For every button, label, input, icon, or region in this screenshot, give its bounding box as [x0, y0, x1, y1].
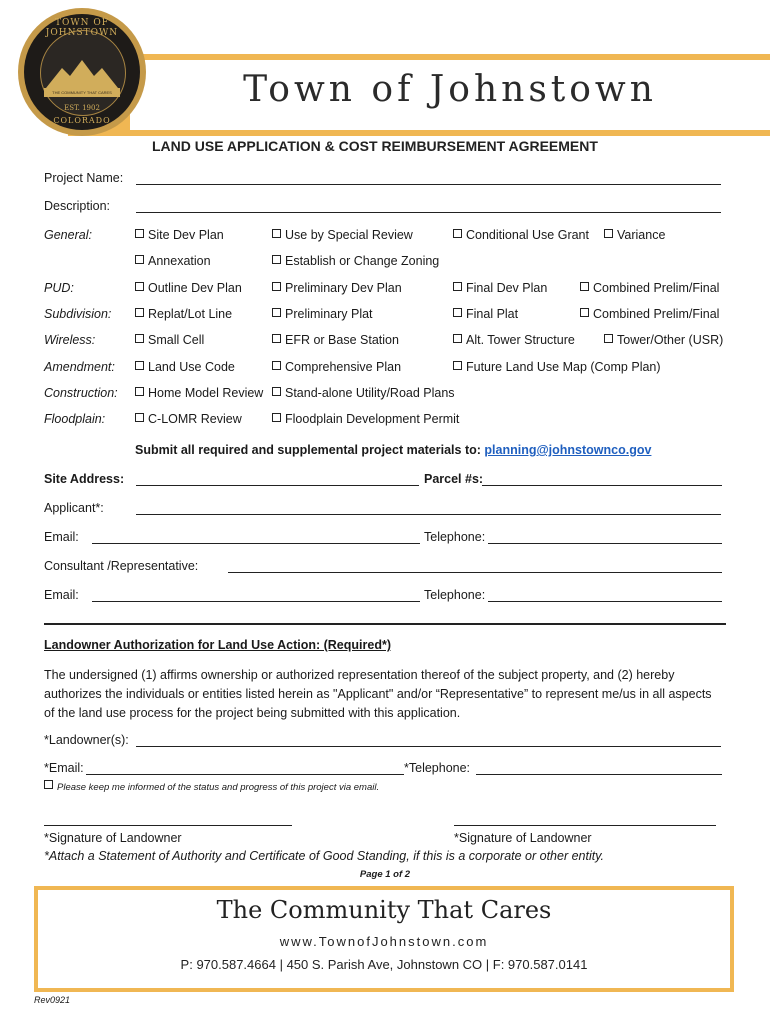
checkbox-icon[interactable] [453, 282, 462, 291]
authorization-heading: Landowner Authorization for Land Use Action: (Required*) [44, 638, 391, 652]
checkbox-icon[interactable] [272, 387, 281, 396]
seal-band-text: THE COMMUNITY THAT CARES [52, 90, 112, 95]
section-divider [44, 623, 726, 625]
project-name-field[interactable] [136, 184, 721, 185]
consultant-label: Consultant /Representative: [44, 559, 199, 573]
checkbox-icon[interactable] [604, 229, 613, 238]
consultant-field[interactable] [228, 572, 722, 573]
applicant-field[interactable] [136, 514, 721, 515]
checkbox-option[interactable]: C-LOMR Review [135, 412, 242, 426]
email-field[interactable] [92, 601, 420, 602]
checkbox-option[interactable]: Land Use Code [135, 360, 235, 374]
checkbox-icon[interactable] [272, 334, 281, 343]
seal-est-text: EST. 1902 [64, 104, 100, 112]
checkbox-icon[interactable] [580, 282, 589, 291]
landowners-label: *Landowner(s): [44, 733, 129, 747]
mountain-icon [46, 58, 118, 88]
landowners-field[interactable] [136, 746, 721, 747]
category-label: Amendment: [44, 360, 115, 374]
checkbox-icon[interactable] [272, 229, 281, 238]
checkbox-icon[interactable] [604, 334, 613, 343]
checkbox-option[interactable]: EFR or Base Station [272, 333, 399, 347]
planning-email-link[interactable]: planning@johnstownco.gov [484, 443, 652, 457]
checkbox-icon[interactable] [272, 361, 281, 370]
checkbox-option[interactable]: Combined Prelim/Final [580, 281, 719, 295]
site-address-label: Site Address: [44, 472, 125, 486]
checkbox-icon[interactable] [453, 361, 462, 370]
description-field[interactable] [136, 212, 721, 213]
checkbox-option[interactable]: Site Dev Plan [135, 228, 224, 242]
footer-slogan: The Community That Cares [216, 896, 552, 924]
signature-line[interactable] [44, 825, 292, 826]
checkbox-option[interactable]: Comprehensive Plan [272, 360, 401, 374]
seal-top-text: TOWN OF JOHNSTOWN [45, 18, 119, 38]
footer-contact: P: 970.587.4664 | 450 S. Parish Ave, Johnstown CO | F: 970.587.0141 [180, 957, 588, 972]
checkbox-icon[interactable] [272, 413, 281, 422]
document-title: LAND USE APPLICATION & COST REIMBURSEMENT AGREEMENT [152, 138, 598, 154]
checkbox-icon[interactable] [135, 308, 144, 317]
checkbox-icon[interactable] [272, 255, 281, 264]
checkbox-icon[interactable] [135, 361, 144, 370]
parcel-label: Parcel #s: [424, 472, 484, 486]
site-address-field[interactable] [136, 485, 419, 486]
checkbox-option[interactable]: Replat/Lot Line [135, 307, 232, 321]
checkbox-option[interactable]: Alt. Tower Structure [453, 333, 575, 347]
attachment-note: *Attach a Statement of Authority and Certificate of Good Standing, if this is a corporate or other entity. [44, 849, 605, 863]
checkbox-option[interactable]: Tower/Other (USR) [604, 333, 723, 347]
page-number: Page 1 of 2 [359, 869, 411, 880]
telephone-label: Telephone: [424, 530, 486, 544]
auth-email-field[interactable] [86, 774, 404, 775]
telephone-field[interactable] [488, 601, 722, 602]
page-title: Town of Johnstown [243, 69, 657, 110]
submit-instructions: Submit all required and supplemental project materials to: planning@johnstownco.gov [135, 443, 652, 457]
checkbox-icon[interactable] [135, 229, 144, 238]
email-updates-option[interactable]: Please keep me informed of the status and progress of this project via email. [44, 780, 379, 793]
seal-bottom-text: COLORADO [53, 116, 111, 125]
telephone-label: Telephone: [424, 588, 486, 602]
checkbox-option[interactable]: Stand-alone Utility/Road Plans [272, 386, 455, 400]
category-label: Floodplain: [44, 412, 106, 426]
checkbox-icon[interactable] [453, 334, 462, 343]
email-label: Email: [44, 588, 79, 602]
checkbox-icon[interactable] [44, 780, 53, 789]
telephone-field[interactable] [488, 543, 722, 544]
revision-label: Rev0921 [34, 995, 71, 1005]
category-label: Subdivision: [44, 307, 112, 321]
checkbox-option[interactable]: Home Model Review [135, 386, 263, 400]
project-name-label: Project Name: [44, 171, 124, 185]
description-label: Description: [44, 199, 110, 213]
checkbox-option[interactable]: Establish or Change Zoning [272, 254, 439, 268]
checkbox-option[interactable]: Conditional Use Grant [453, 228, 589, 242]
checkbox-icon[interactable] [272, 282, 281, 291]
email-field[interactable] [92, 543, 420, 544]
checkbox-option[interactable]: Final Plat [453, 307, 518, 321]
authorization-body: The undersigned (1) affirms ownership or authorized representation thereof of the subject property, and (2) hereby authorizes the individuals or entities listed herein as "Applicant" and/or “Representative” to represent me/us in all aspects of the land use process for the project being submitted with this application. [44, 668, 712, 720]
checkbox-option[interactable]: Variance [604, 228, 665, 242]
checkbox-icon[interactable] [580, 308, 589, 317]
email-label: Email: [44, 530, 79, 544]
checkbox-option[interactable]: Annexation [135, 254, 211, 268]
checkbox-option[interactable]: Small Cell [135, 333, 204, 347]
checkbox-option[interactable]: Floodplain Development Permit [272, 412, 459, 426]
auth-email-label: *Email: [44, 761, 84, 775]
checkbox-icon[interactable] [453, 308, 462, 317]
applicant-label: Applicant*: [44, 501, 104, 515]
signature-line[interactable] [454, 825, 716, 826]
checkbox-option[interactable]: Use by Special Review [272, 228, 413, 242]
checkbox-option[interactable]: Preliminary Plat [272, 307, 373, 321]
checkbox-icon[interactable] [135, 282, 144, 291]
footer-website[interactable]: www.TownofJohnstown.com [279, 934, 489, 949]
signature-label: *Signature of Landowner [454, 831, 592, 845]
checkbox-option[interactable]: Future Land Use Map (Comp Plan) [453, 360, 661, 374]
checkbox-icon[interactable] [135, 334, 144, 343]
checkbox-option[interactable]: Combined Prelim/Final [580, 307, 719, 321]
parcel-field[interactable] [482, 485, 722, 486]
category-label: Wireless: [44, 333, 96, 347]
checkbox-option[interactable]: Final Dev Plan [453, 281, 547, 295]
checkbox-icon[interactable] [453, 229, 462, 238]
checkbox-option[interactable]: Preliminary Dev Plan [272, 281, 402, 295]
checkbox-icon[interactable] [135, 387, 144, 396]
checkbox-icon[interactable] [272, 308, 281, 317]
auth-telephone-field[interactable] [476, 774, 722, 775]
category-label: PUD: [44, 281, 74, 295]
auth-telephone-label: *Telephone: [404, 761, 471, 775]
checkbox-icon[interactable] [135, 255, 144, 264]
signature-label: *Signature of Landowner [44, 831, 182, 845]
category-label: General: [44, 228, 92, 242]
checkbox-icon[interactable] [135, 413, 144, 422]
category-label: Construction: [44, 386, 118, 400]
checkbox-option[interactable]: Outline Dev Plan [135, 281, 242, 295]
